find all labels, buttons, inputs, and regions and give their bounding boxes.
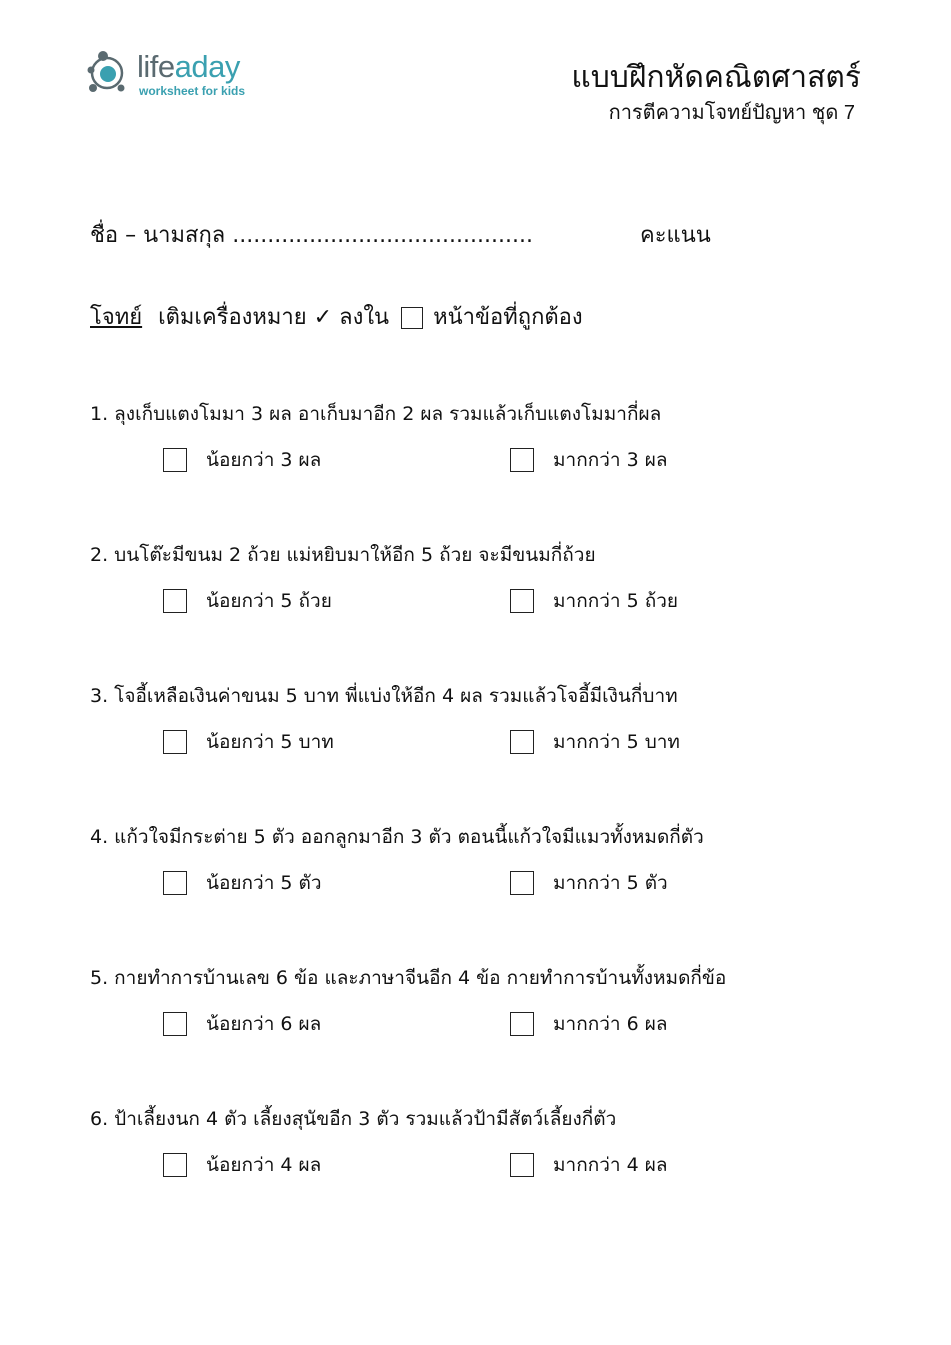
checkbox-option-a[interactable] [163,589,187,613]
instruction-text-end: หน้าข้อที่ถูกต้อง [433,305,583,330]
checkbox-option-b[interactable] [510,448,534,472]
option-b [510,1010,667,1038]
question-6 [90,1105,890,1176]
name-field-label: ชื่อ – นามสกุล ........................................... [90,223,533,248]
option-label: น้อยกว่า 5 ตัว [206,872,322,894]
checkbox-option-b[interactable] [510,730,534,754]
page-subtitle: การตีความโจทย์ปัญหา ชุด 7 [608,102,855,124]
score-label: คะแนน [640,223,711,248]
brand-logo [85,48,275,104]
option-label: มากกว่า 3 ผล [553,449,668,471]
checkbox-option-a[interactable] [163,1153,187,1177]
option-b [510,728,680,756]
option-label: มากกว่า 5 บาท [553,731,680,753]
question-5 [90,964,890,1035]
option-label: น้อยกว่า 5 บาท [206,731,334,753]
checkbox-option-b[interactable] [510,1012,534,1036]
option-a [163,728,334,756]
brand-tagline: worksheet for kids [139,84,246,98]
question-4 [90,823,890,894]
empty-box-icon [401,307,423,329]
checkbox-option-b[interactable] [510,1153,534,1177]
checkbox-option-a[interactable] [163,448,187,472]
checkbox-option-b[interactable] [510,871,534,895]
option-a [163,1151,321,1179]
option-a [163,587,332,615]
option-a [163,869,322,897]
option-label: มากกว่า 5 ตัว [553,872,668,894]
page-title: แบบฝึกหัดคณิตศาสตร์ [571,61,861,94]
question-text: 1. ลุงเก็บแตงโมมา 3 ผล อาเก็บมาอีก 2 ผล รวมแล้วเก็บแตงโมมากี่ผล [90,403,662,425]
question-text: 3. โจอี้เหลือเงินค่าขนม 5 บาท พี่แบ่งให้อีก 4 ผล รวมแล้วโจอี้มีเงินกี่บาท [90,685,678,707]
instruction [90,302,583,334]
brand-wordmark: lifeaday [137,49,240,84]
option-label: น้อยกว่า 6 ผล [206,1013,322,1035]
option-label: น้อยกว่า 5 ถ้วย [206,590,332,612]
option-b [510,446,667,474]
question-text: 6. ป้าเลี้ยงนก 4 ตัว เลี้ยงสุนัขอีก 3 ตัว รวมแล้วป้ามีสัตว์เลี้ยงกี่ตัว [90,1108,617,1130]
checkbox-option-a[interactable] [163,871,187,895]
question-3 [90,682,890,753]
option-a [163,1010,321,1038]
checkbox-option-b[interactable] [510,589,534,613]
question-text: 5. กายทำการบ้านเลข 6 ข้อ และภาษาจีนอีก 4 ข้อ กายทำการบ้านทั้งหมดกี่ข้อ [90,967,727,989]
question-text: 2. บนโต๊ะมีขนม 2 ถ้วย แม่หยิบมาให้อีก 5 ถ้วย จะมีขนมกี่ถ้วย [90,544,596,566]
question-2 [90,541,890,612]
checkbox-option-a[interactable] [163,1012,187,1036]
option-label: มากกว่า 4 ผล [553,1154,668,1176]
option-b [510,587,678,615]
option-label: มากกว่า 6 ผล [553,1013,668,1035]
option-label: น้อยกว่า 3 ผล [206,449,322,471]
option-label: น้อยกว่า 4 ผล [206,1154,322,1176]
question-1 [90,400,890,471]
molecule-logo-icon [85,48,135,98]
option-b [510,869,668,897]
instruction-lead: โจทย์ [90,305,143,330]
option-a [163,446,321,474]
option-label: มากกว่า 5 ถ้วย [553,590,679,612]
checkbox-option-a[interactable] [163,730,187,754]
option-b [510,1151,667,1179]
question-text: 4. แก้วใจมีกระต่าย 5 ตัว ออกลูกมาอีก 3 ตัว ตอนนี้แก้วใจมีแมวทั้งหมดกี่ตัว [90,826,704,848]
instruction-text: เติมเครื่องหมาย ✓ ลงใน [158,305,390,330]
